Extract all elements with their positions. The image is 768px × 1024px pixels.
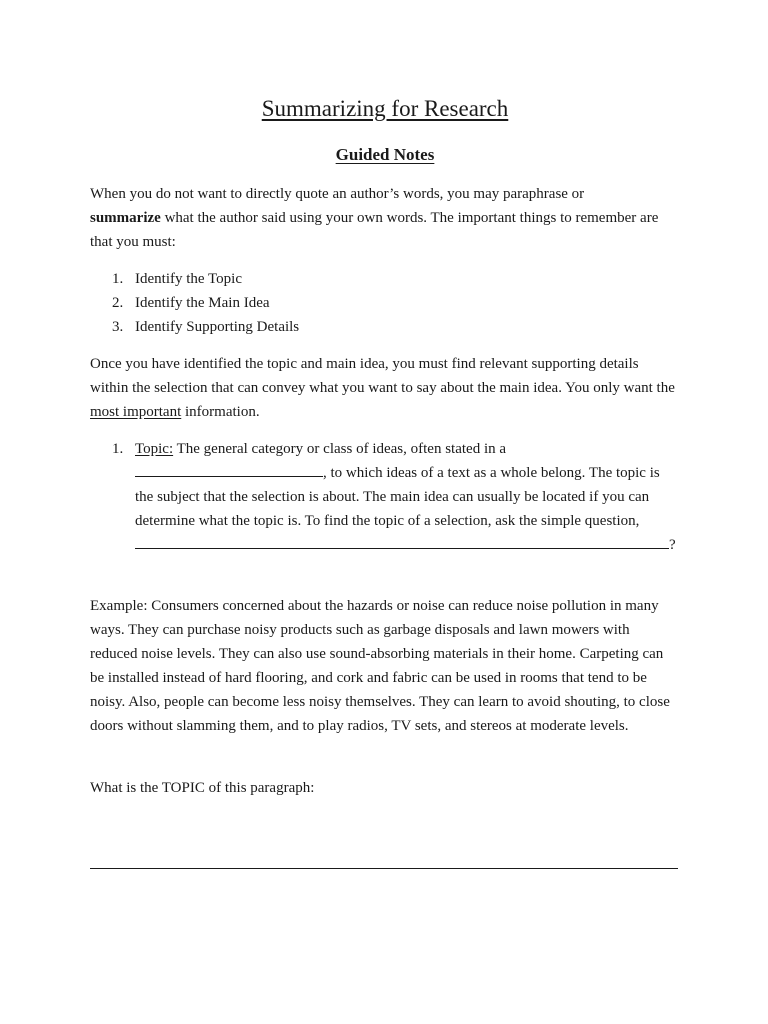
para2-text: Once you have identified the topic and main idea, you must find relevant supporting details within the selection that can convey what you want to say about the main idea. You only want the [90, 356, 675, 396]
list-number: 1. [112, 441, 124, 457]
fill-in-blank-question[interactable] [135, 534, 669, 549]
list-item-text: Identify the Topic [135, 271, 242, 287]
fill-in-blank[interactable] [135, 462, 323, 477]
list-item [90, 437, 680, 557]
topic-definition-text: The general category or class of ideas, often stated in a [173, 441, 507, 457]
answer-line[interactable] [90, 868, 678, 869]
list-item [90, 291, 680, 315]
para2-underlined: most important [90, 404, 182, 420]
list-number: 3. [112, 319, 124, 335]
topic-question: What is the TOPIC of this paragraph: [90, 780, 315, 796]
intro-bold-term: summarize [90, 210, 161, 226]
list-item-text: Identify the Main Idea [135, 295, 270, 311]
topic-definition-list [90, 437, 680, 557]
list-number: 1. [112, 271, 124, 287]
para2-text-end: information. [181, 404, 260, 420]
question-mark: ? [669, 537, 676, 553]
topic-definition-text-cont: , to which ideas of a text as a whole belong. The topic is the subject that the selection is about. The main idea can usually be located if you can determine what the topic is. To find the topic of a selection, ask the simple question, [135, 465, 660, 529]
topic-term: Topic: [135, 441, 174, 457]
example-paragraph: Example: Consumers concerned about the hazards or noise can reduce noise pollution in many ways. They can purchase noisy products such as garbage disposals and lawn mowers with reduced noise levels. They can also use sound-absorbing materials in their home. Carpeting can be installed instead of hard flooring, and cork and fabric can be used in rooms that tend to be noisy. Also, people can become less noisy themselves. They can learn to avoid shouting, to close doors without slamming them, and to play radios, TV sets, and stereos at moderate levels. [90, 598, 670, 734]
list-item-text: Identify Supporting Details [135, 319, 300, 335]
page-title: Summarizing for Research [261, 96, 509, 121]
supporting-details-paragraph [90, 352, 680, 424]
page-subtitle: Guided Notes [335, 145, 435, 164]
list-item [90, 315, 680, 339]
list-number: 2. [112, 295, 124, 311]
steps-list [90, 267, 680, 339]
intro-text: When you do not want to directly quote an author’s words, you may paraphrase or [90, 186, 585, 202]
intro-text-rest: what the author said using your own words. The important things to remember are that you must: [90, 210, 659, 250]
intro-paragraph [90, 182, 680, 254]
list-item [90, 267, 680, 291]
